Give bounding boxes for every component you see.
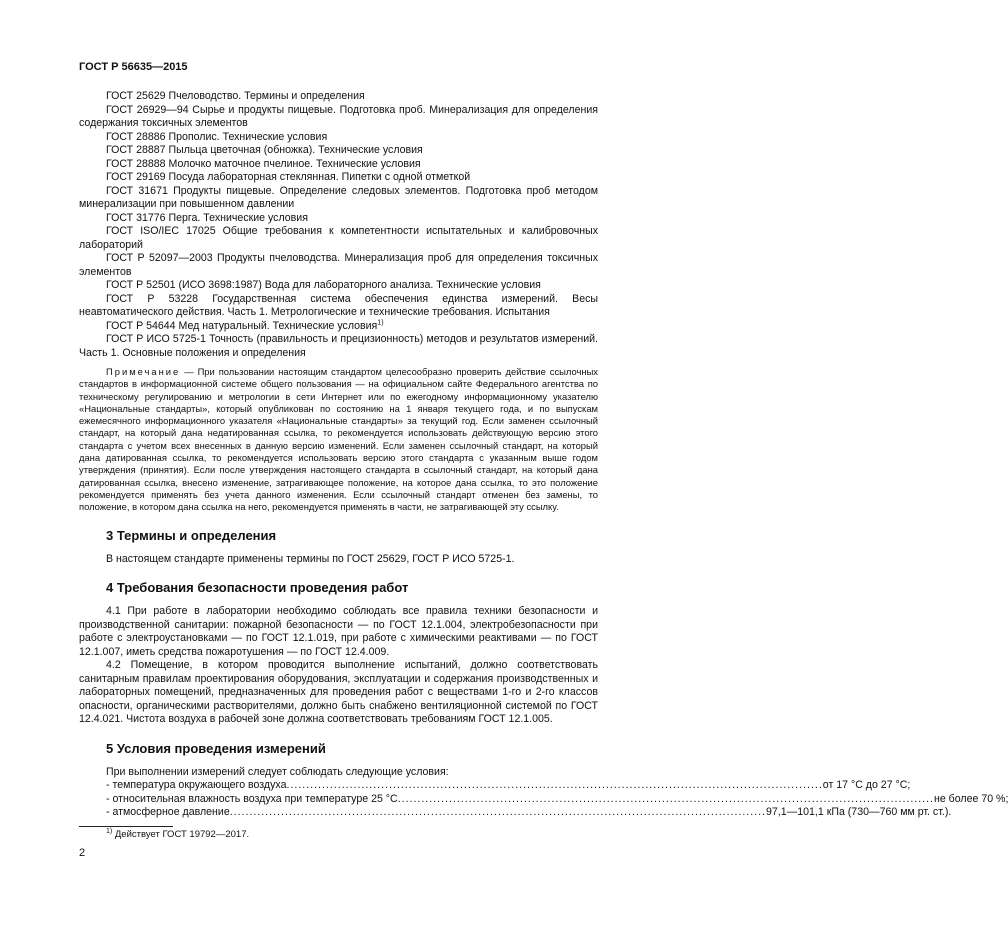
reference-item: ГОСТ 28888 Молочко маточное пчелиное. Технические условия [106, 157, 421, 170]
condition-label: - температура окружающего воздуха [106, 779, 287, 792]
reference-item: ГОСТ 31671 Продукты пищевые. Определение следовых элементов. Подготовка проб методом минерализации при повышенном давлении [79, 184, 598, 210]
reference-item: ГОСТ Р 52501 (ИСО 3698:1987) Вода для лабораторного анализа. Технические условия [106, 279, 541, 291]
section-title: 5 Условия проведения измерений [106, 740, 326, 756]
footnote-divider [79, 826, 173, 827]
note-text: — При пользовании настоящим стандартом целесообразно проверить действие ссылочных стандартов в информационной системе общего пользования — на официальном сайте Федерального агентства по техническому регулированию и метрологии в сети Интернет или по ежегодному информационному указателю «Национальные стандарты», который опубликован по состоянию на 1 января текущего года, и по выпускам ежемесячного информационного указателя «Национальные стандарты» за текущий год. Если заменен ссылочный стандарт, на который дана недатированная ссылка, то рекомендуется использовать действующую версию этого стандарта с учетом всех внесенных в данную версию изменений. Если заменен ссылочный стандарт, на который дана датированная ссылка, то рекомендуется использовать версию этого стандарта с указанным выше годом утверждения (принятия). Если после утверждения настоящего стандарта в ссылочный стандарт, на который дана датированная ссылка, внесено изменение, затрагивающее положение, на которое дана ссылка, то это положение рекомендуется применять без учета данного изменения. Если ссылочный стандарт отменен без замены, то положение, в котором дана ссылка на него, рекомендуется применять в части, не затрагивающей эту ссылку. [79, 366, 598, 513]
reference-item: ГОСТ 28887 Пыльца цветочная (обножка). Технические условия [106, 144, 423, 156]
page-number: 2 [79, 847, 86, 859]
section-title: 4 Требования безопасности проведения работ [106, 580, 409, 596]
reference-text: ГОСТ Р 54644 Мед натуральный. Технические условия [106, 319, 378, 332]
condition-value: не более 70 %; [934, 792, 1008, 805]
section-paragraph: При выполнении измерений следует соблюдать следующие условия: [106, 765, 449, 778]
reference-item: ГОСТ 28886 Прополис. Технические условия [106, 130, 328, 143]
leader-dots: ........................................................................................................................................ [229, 806, 767, 819]
leader-dots: ........................................................................................................................................ [397, 792, 934, 805]
condition-label: - атмосферное давление [106, 806, 230, 819]
document-header: ГОСТ Р 56635—2015 [79, 61, 188, 73]
footnote-ref[interactable]: 1) [377, 318, 384, 326]
leader-dots: ........................................................................................................................................ [286, 779, 823, 792]
note-label: Примечание [106, 366, 181, 377]
condition-label: - относительная влажность воздуха при температуре 25 °С [106, 792, 398, 805]
reference-item [79, 320, 598, 334]
condition-row [79, 792, 1008, 807]
reference-item: ГОСТ 29169 Посуда лабораторная стеклянная. Пипетки с одной отметкой [106, 171, 471, 183]
note-block [79, 366, 598, 514]
section-paragraph: В настоящем стандарте применены термины по ГОСТ 25629, ГОСТ Р ИСО 5725-1. [106, 552, 515, 565]
footnote-text: Действует ГОСТ 19792—2017. [114, 829, 250, 840]
section-paragraph: 4.2 Помещение, в котором проводится выполнение испытаний, должно соответствовать санитарным правилам проектирования оборудования, эксплуатации и содержания производственных и лабораторных помещений, предназначенных для проведения работ с веществами 1-го и 2-го классов опасности, органическими растворителями, должно быть снабжено вентиляционной системой по ГОСТ 12.4.021. Чистота воздуха в рабочей зоне должна соответствовать требованиям ГОСТ 12.1.005. [79, 659, 598, 726]
condition-row [79, 779, 911, 793]
condition-row [79, 806, 952, 820]
reference-item: ГОСТ 26929—94 Сырье и продукты пищевые. Подготовка проб. Минерализация для определения содержания токсичных элементов [79, 103, 598, 129]
section-5 [79, 740, 1008, 820]
reference-item: ГОСТ 31776 Перга. Технические условия [106, 211, 308, 224]
reference-item: ГОСТ Р 52097—2003 Продукты пчеловодства. Минерализация проб для определения токсичных элементов [79, 252, 598, 278]
section-paragraph: 4.1 При работе в лаборатории необходимо соблюдать все правила техники безопасности и производственной санитарии: пожарной безопасности — по ГОСТ 12.1.004, электробезопасности при работе с электроустановками — по ГОСТ 12.1.019, при работе с химическими реактивами — по ГОСТ 12.1.007, иметь средства пожаротушения — по ГОСТ 12.4.009. [79, 605, 598, 658]
reference-item: ГОСТ Р ИСО 5725-1 Точность (правильность и прецизионность) методов и результатов измерений. Часть 1. Основные положения и определения [79, 333, 598, 359]
condition-value: от 17 °С до 27 °С; [822, 779, 911, 792]
page-content [79, 90, 1008, 820]
reference-item: ГОСТ Р 53228 Государственная система обеспечения единства измерений. Весы неавтоматического действия. Часть 1. Метрологические и технические требования. Испытания [79, 292, 598, 318]
section-3 [79, 528, 598, 567]
normative-references [79, 90, 598, 360]
condition-value: 97,1—101,1 кПа (730—760 мм рт. ст.). [766, 806, 952, 819]
footnote-mark: 1) [106, 827, 113, 835]
reference-item: ГОСТ 25629 Пчеловодство. Термины и определения [106, 90, 365, 102]
section-title: 3 Термины и определения [106, 527, 277, 543]
section-4 [79, 580, 598, 727]
footnote [106, 829, 249, 840]
reference-item: ГОСТ ISO/IEC 17025 Общие требования к компетентности испытательных и калибровочных лабораторий [79, 225, 598, 251]
